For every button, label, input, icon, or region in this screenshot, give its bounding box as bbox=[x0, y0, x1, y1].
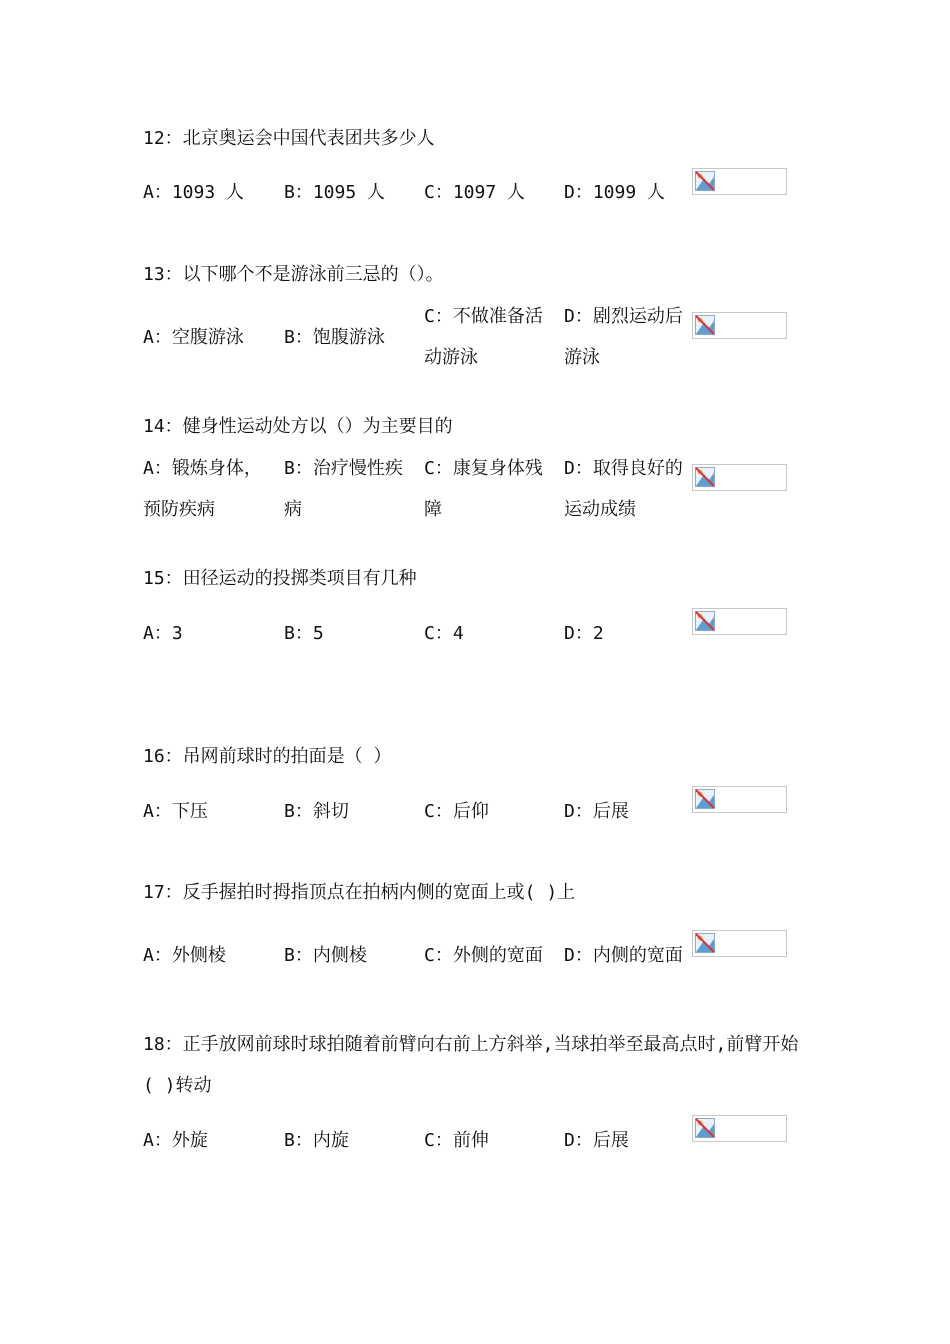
broken-image-icon bbox=[692, 168, 787, 195]
option-d: D：后展 bbox=[564, 800, 629, 822]
question-stem: 12：北京奥运会中国代表团共多少人 bbox=[143, 128, 435, 149]
option-c: C：外侧的宽面 bbox=[424, 944, 543, 966]
option-c: C：康复身体残障 bbox=[424, 458, 543, 520]
question-15 bbox=[143, 558, 823, 644]
option-b: B：内旋 bbox=[284, 1129, 349, 1151]
option-c: C：前伸 bbox=[424, 1129, 489, 1151]
option-b: B：1095 人 bbox=[284, 181, 386, 203]
option-c: C：后仰 bbox=[424, 800, 489, 822]
broken-image-icon bbox=[692, 312, 787, 339]
option-a: A：外旋 bbox=[143, 1129, 208, 1151]
option-c: C：4 bbox=[424, 622, 464, 644]
option-a: A：下压 bbox=[143, 800, 208, 822]
option-b: B：5 bbox=[284, 622, 324, 644]
option-b: B：治疗慢性疾病 bbox=[284, 458, 403, 520]
question-14 bbox=[143, 406, 823, 520]
question-stem: 14：健身性运动处方以（）为主要目的 bbox=[143, 416, 453, 437]
option-d: D：后展 bbox=[564, 1129, 629, 1151]
question-18 bbox=[143, 1024, 823, 1151]
option-b: B：斜切 bbox=[284, 800, 349, 822]
option-c: C：不做准备活动游泳 bbox=[424, 306, 543, 368]
option-d: D：2 bbox=[564, 622, 604, 644]
broken-image-icon bbox=[692, 608, 787, 635]
question-stem: 15：田径运动的投掷类项目有几种 bbox=[143, 568, 417, 589]
question-stem: 17：反手握拍时拇指顶点在拍柄内侧的宽面上或( )上 bbox=[143, 882, 576, 903]
option-d: D：剧烈运动后游泳 bbox=[564, 306, 683, 368]
broken-image-icon bbox=[692, 1115, 787, 1142]
option-a: A：外侧棱 bbox=[143, 944, 226, 966]
option-b: B：饱腹游泳 bbox=[284, 326, 385, 348]
option-a: A：3 bbox=[143, 622, 183, 644]
question-13 bbox=[143, 254, 823, 368]
question-stem: 13：以下哪个不是游泳前三忌的（）。 bbox=[143, 264, 444, 285]
option-d: D：取得良好的运动成绩 bbox=[564, 458, 683, 520]
broken-image-icon bbox=[692, 930, 787, 957]
broken-image-icon bbox=[692, 786, 787, 813]
question-12 bbox=[143, 118, 823, 203]
broken-image-icon bbox=[692, 464, 787, 491]
question-16 bbox=[143, 736, 823, 822]
question-17 bbox=[143, 872, 823, 966]
question-stem: 18：正手放网前球时球拍随着前臂向右前上方斜举,当球拍举至最高点时,前臂开始( )转动 bbox=[143, 1034, 799, 1096]
option-c: C：1097 人 bbox=[424, 181, 526, 203]
option-a: A：1093 人 bbox=[143, 181, 245, 203]
option-d: D：1099 人 bbox=[564, 181, 666, 203]
option-d: D：内侧的宽面 bbox=[564, 944, 683, 966]
option-b: B：内侧棱 bbox=[284, 944, 367, 966]
option-a: A：锻炼身体，预防疾病 bbox=[143, 458, 262, 520]
option-a: A：空腹游泳 bbox=[143, 326, 244, 348]
question-stem: 16：吊网前球时的拍面是（ ） bbox=[143, 746, 392, 767]
